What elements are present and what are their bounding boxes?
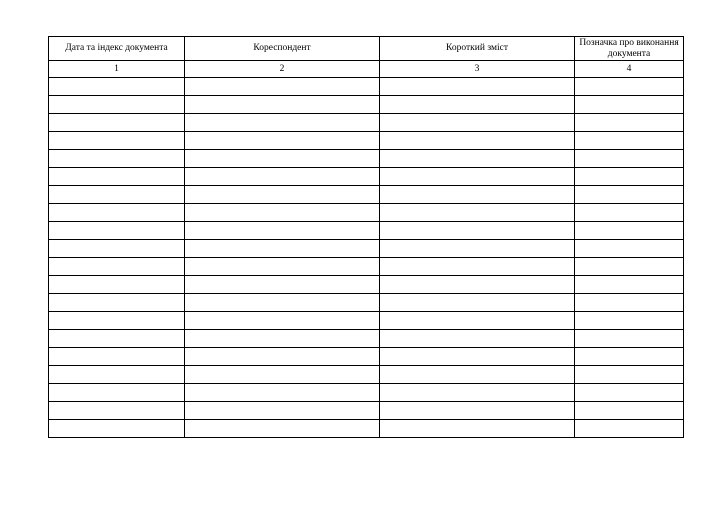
empty-cell bbox=[49, 168, 185, 186]
column-number: 1 bbox=[49, 61, 185, 78]
empty-cell bbox=[49, 366, 185, 384]
register-body bbox=[49, 78, 684, 438]
empty-cell bbox=[575, 312, 684, 330]
empty-cell bbox=[185, 96, 380, 114]
empty-cell bbox=[49, 132, 185, 150]
document-register-table bbox=[48, 36, 684, 438]
table-row bbox=[49, 294, 684, 312]
empty-cell bbox=[380, 168, 575, 186]
empty-cell bbox=[185, 204, 380, 222]
table-row bbox=[49, 186, 684, 204]
table-row bbox=[49, 366, 684, 384]
empty-cell bbox=[185, 312, 380, 330]
empty-cell bbox=[575, 276, 684, 294]
empty-cell bbox=[49, 294, 185, 312]
empty-cell bbox=[575, 78, 684, 96]
column-number: 2 bbox=[185, 61, 380, 78]
empty-cell bbox=[380, 348, 575, 366]
empty-cell bbox=[575, 330, 684, 348]
empty-cell bbox=[49, 150, 185, 168]
empty-cell bbox=[185, 330, 380, 348]
empty-cell bbox=[185, 114, 380, 132]
empty-cell bbox=[185, 420, 380, 438]
empty-cell bbox=[49, 258, 185, 276]
table-row bbox=[49, 258, 684, 276]
empty-cell bbox=[49, 330, 185, 348]
empty-cell bbox=[575, 258, 684, 276]
empty-cell bbox=[380, 312, 575, 330]
header-row bbox=[49, 37, 684, 61]
table-row bbox=[49, 348, 684, 366]
column-number: 4 bbox=[575, 61, 684, 78]
empty-cell bbox=[380, 150, 575, 168]
header-date-index: Дата та індекс документа bbox=[49, 37, 185, 61]
empty-cell bbox=[49, 114, 185, 132]
empty-cell bbox=[49, 402, 185, 420]
table-row bbox=[49, 330, 684, 348]
table-row bbox=[49, 78, 684, 96]
empty-cell bbox=[49, 222, 185, 240]
header-summary: Короткий зміст bbox=[380, 37, 575, 61]
table-row bbox=[49, 204, 684, 222]
empty-cell bbox=[185, 78, 380, 96]
table-row bbox=[49, 96, 684, 114]
empty-cell bbox=[575, 402, 684, 420]
empty-cell bbox=[185, 294, 380, 312]
empty-cell bbox=[380, 384, 575, 402]
empty-cell bbox=[575, 132, 684, 150]
empty-cell bbox=[575, 186, 684, 204]
table-row bbox=[49, 312, 684, 330]
table-row bbox=[49, 150, 684, 168]
empty-cell bbox=[185, 258, 380, 276]
empty-cell bbox=[49, 96, 185, 114]
empty-cell bbox=[575, 240, 684, 258]
empty-cell bbox=[185, 366, 380, 384]
empty-cell bbox=[575, 114, 684, 132]
empty-cell bbox=[380, 402, 575, 420]
table-row bbox=[49, 222, 684, 240]
empty-cell bbox=[185, 222, 380, 240]
empty-cell bbox=[185, 150, 380, 168]
empty-cell bbox=[185, 132, 380, 150]
empty-cell bbox=[49, 348, 185, 366]
empty-cell bbox=[575, 366, 684, 384]
empty-cell bbox=[49, 312, 185, 330]
empty-cell bbox=[575, 348, 684, 366]
table-row bbox=[49, 420, 684, 438]
empty-cell bbox=[380, 240, 575, 258]
empty-cell bbox=[575, 204, 684, 222]
empty-cell bbox=[49, 384, 185, 402]
empty-cell bbox=[185, 384, 380, 402]
empty-cell bbox=[49, 78, 185, 96]
empty-cell bbox=[575, 384, 684, 402]
empty-cell bbox=[380, 186, 575, 204]
empty-cell bbox=[49, 420, 185, 438]
empty-cell bbox=[185, 186, 380, 204]
empty-cell bbox=[575, 168, 684, 186]
empty-cell bbox=[185, 276, 380, 294]
header-correspondent: Кореспондент bbox=[185, 37, 380, 61]
table-row bbox=[49, 114, 684, 132]
table-row bbox=[49, 402, 684, 420]
table-row bbox=[49, 168, 684, 186]
column-number-row bbox=[49, 61, 684, 78]
empty-cell bbox=[380, 114, 575, 132]
column-number: 3 bbox=[380, 61, 575, 78]
empty-cell bbox=[380, 222, 575, 240]
empty-cell bbox=[185, 240, 380, 258]
header-execution-mark: Позначка про виконання документа bbox=[575, 37, 684, 61]
table-row bbox=[49, 276, 684, 294]
empty-cell bbox=[380, 294, 575, 312]
empty-cell bbox=[380, 204, 575, 222]
empty-cell bbox=[185, 168, 380, 186]
empty-cell bbox=[380, 276, 575, 294]
empty-cell bbox=[49, 186, 185, 204]
empty-cell bbox=[575, 420, 684, 438]
empty-cell bbox=[575, 96, 684, 114]
empty-cell bbox=[380, 366, 575, 384]
empty-cell bbox=[380, 96, 575, 114]
empty-cell bbox=[380, 420, 575, 438]
empty-cell bbox=[185, 348, 380, 366]
empty-cell bbox=[575, 222, 684, 240]
empty-cell bbox=[380, 78, 575, 96]
table-row bbox=[49, 240, 684, 258]
table-row bbox=[49, 384, 684, 402]
empty-cell bbox=[575, 150, 684, 168]
empty-cell bbox=[380, 132, 575, 150]
empty-cell bbox=[49, 204, 185, 222]
empty-cell bbox=[49, 240, 185, 258]
empty-cell bbox=[185, 402, 380, 420]
empty-cell bbox=[49, 276, 185, 294]
empty-cell bbox=[380, 258, 575, 276]
table-row bbox=[49, 132, 684, 150]
empty-cell bbox=[380, 330, 575, 348]
empty-cell bbox=[575, 294, 684, 312]
